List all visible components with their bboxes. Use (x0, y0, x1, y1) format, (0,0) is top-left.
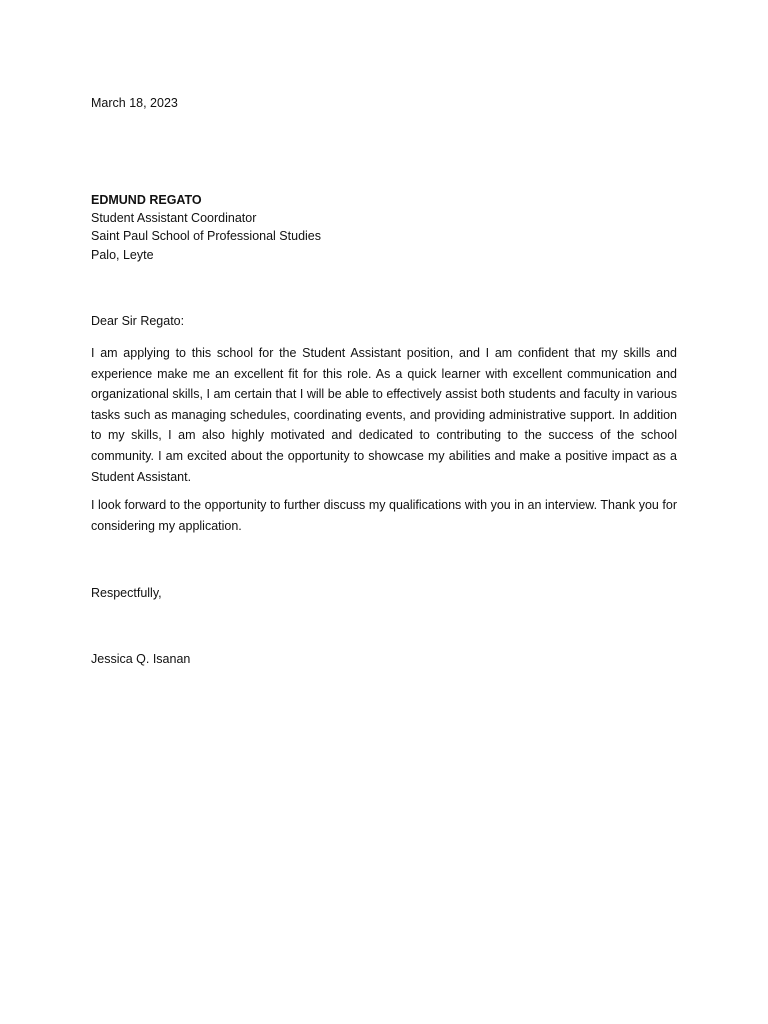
recipient-title: Student Assistant Coordinator (91, 211, 257, 226)
signature-name: Jessica Q. Isanan (91, 652, 191, 666)
recipient-name: EDMUND REGATO (91, 193, 202, 207)
recipient-organization: Saint Paul School of Professional Studies (91, 229, 321, 244)
letter-date: March 18, 2023 (91, 96, 178, 110)
body-paragraph-2: I look forward to the opportunity to further discuss my qualifications with you in an interview. Thank you for considering my application. (91, 498, 677, 533)
recipient-location: Palo, Leyte (91, 247, 154, 262)
closing: Respectfully, (91, 586, 162, 600)
body-paragraph-1: I am applying to this school for the Student Assistant position, and I am confident that my skills and experience make me an excellent fit for this role. As a quick learner with excellent communication and organizational skills, I am certain that I will be able to effectively assist both students and faculty in various tasks such as managing schedules, coordinating events, and providing administrative support. In addition to my skills, I am also highly motivated and dedicated to contributing to the success of the school community. I am excited about the opportunity to showcase my abilities and make a positive impact as a Student Assistant. (91, 346, 677, 484)
recipient-block (91, 191, 321, 264)
salutation: Dear Sir Regato: (91, 314, 185, 328)
